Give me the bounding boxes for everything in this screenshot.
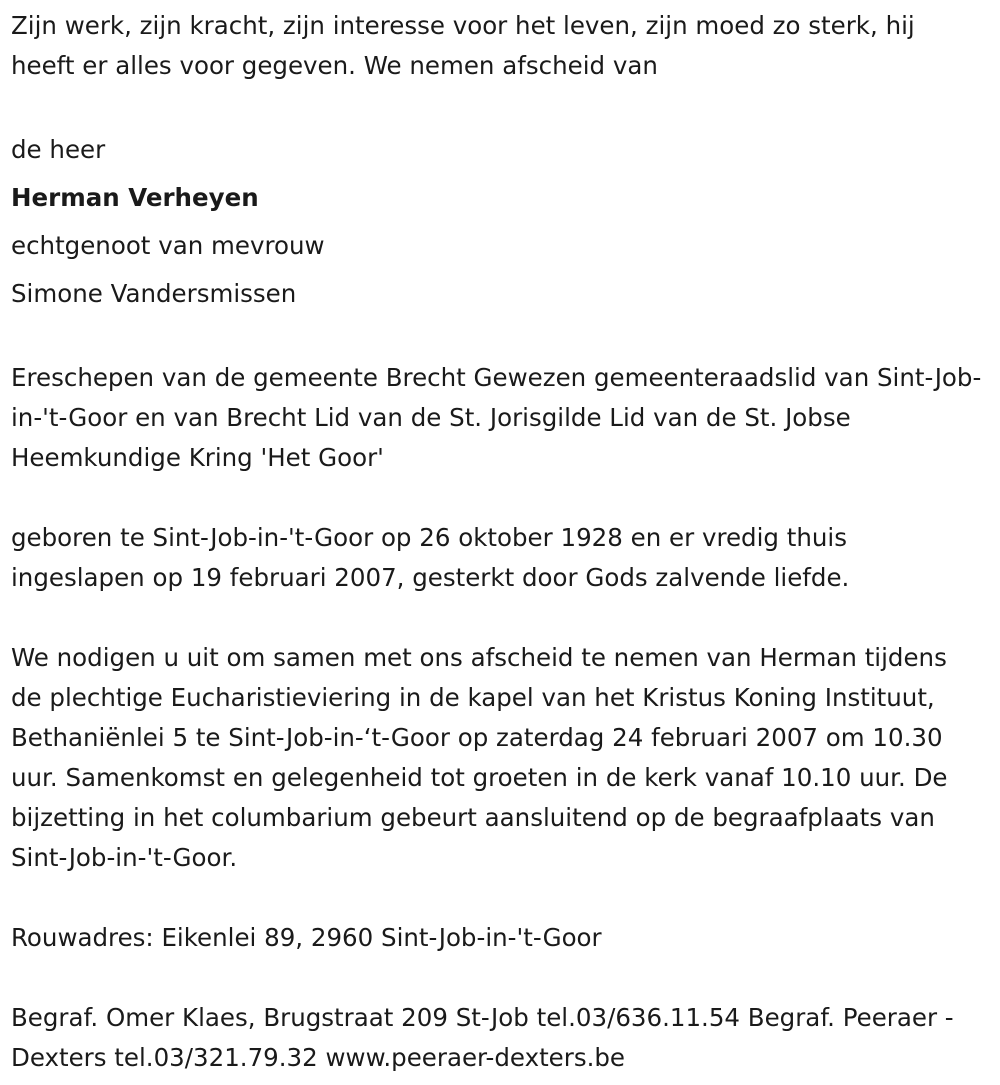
- title-prefix: de heer: [11, 135, 106, 164]
- spouse-name: Simone Vandersmissen: [11, 279, 297, 308]
- birth-death-text: geboren te Sint-Job-in-'t-Goor op 26 oktober 1928 en er vredig thuis ingeslapen op 19 februari 2007, gesterkt door Gods zalvende liefde.: [11, 523, 850, 592]
- undertakers-info: [11, 998, 982, 1078]
- deceased-name: Herman Verheyen: [11, 183, 259, 212]
- intro-text: Zijn werk, zijn kracht, zijn interesse voor het leven, zijn moed zo sterk, hij heeft er alles voor gegeven. We nemen afscheid van: [11, 11, 915, 80]
- website-link[interactable]: www.peeraer-dexters.be: [325, 1043, 625, 1072]
- undertakers-text: Begraf. Omer Klaes, Brugstraat 209 St-Job tel.03/636.11.54 Begraf. Peeraer - Dexters tel.03/321.79.32: [11, 1003, 954, 1072]
- spacer: [11, 598, 982, 638]
- roles-text: Ereschepen van de gemeente Brecht Gewezen gemeenteraadslid van Sint-Job-in-'t-Goor en van Brecht Lid van de St. Jorisgilde Lid van de St. Jobse Heemkundige Kring 'Het Goor': [11, 363, 982, 472]
- spacer: [11, 878, 982, 918]
- mourning-address: Rouwadres: Eikenlei 89, 2960 Sint-Job-in-'t-Goor: [11, 923, 602, 952]
- spacer: [11, 958, 982, 998]
- spacer: [11, 478, 982, 518]
- invitation-text: We nodigen u uit om samen met ons afscheid te nemen van Herman tijdens de plechtige Eucharistieviering in de kapel van het Kristus Koning Instituut, Bethaniënlei 5 te Sint-Job-in-‘t-Goor op zaterdag 24 februari 2007 om 10.30 uur. Samenkomst en gelegenheid tot groeten in de kerk vanaf 10.10 uur. De bijzetting in het columbarium gebeurt aansluitend op de begraafplaats van Sint-Job-in-'t-Goor.: [11, 643, 948, 872]
- spouse-label: echtgenoot van mevrouw: [11, 231, 325, 260]
- spacer: [11, 318, 982, 358]
- spacer: [11, 86, 982, 126]
